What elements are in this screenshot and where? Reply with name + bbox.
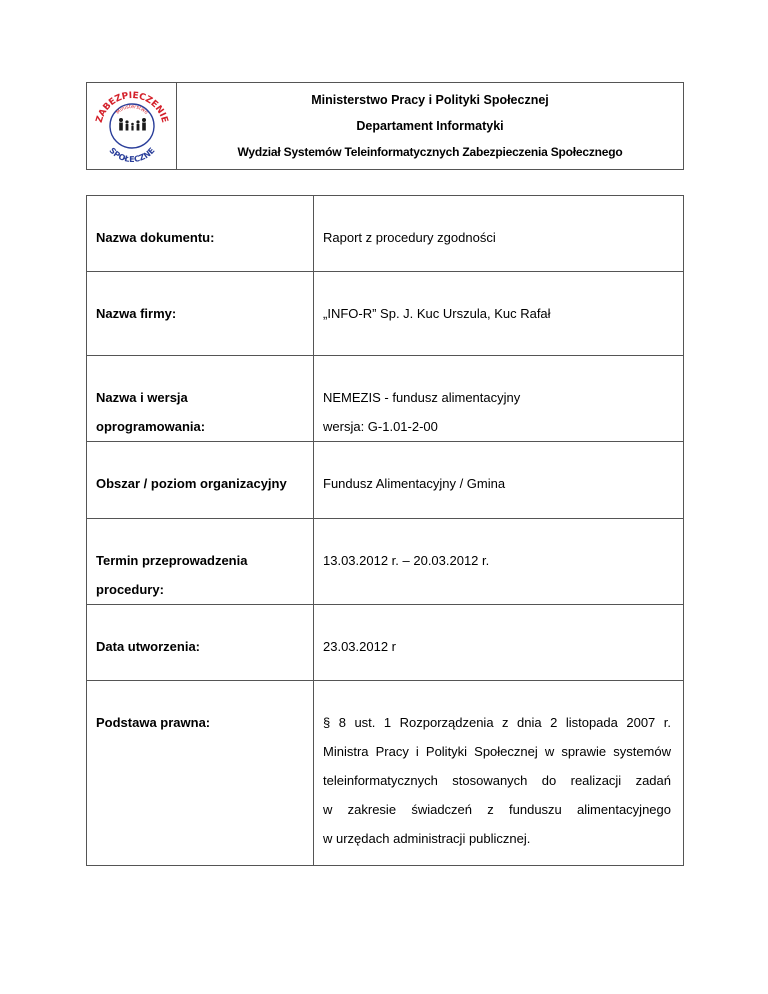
company-name-row <box>87 272 684 356</box>
field-label-line: Data utworzenia: <box>96 639 201 654</box>
field-value-line: „INFO-R” Sp. J. Kuc Urszula, Kuc Rafał <box>323 306 551 321</box>
field-value <box>314 519 684 605</box>
family-silhouettes-icon <box>119 118 146 131</box>
field-label-line: oprogramowania: <box>96 419 206 434</box>
field-value-line: wersja: G-1.01-2-00 <box>323 419 438 434</box>
creation-date-row <box>87 605 684 681</box>
field-label-line: Nazwa firmy: <box>96 306 177 321</box>
legal-basis-row <box>87 681 684 866</box>
field-label-line: Termin przeprowadzenia <box>96 553 248 568</box>
area-row <box>87 442 684 519</box>
document-info-table <box>86 195 684 866</box>
field-label-line: procedury: <box>96 582 164 597</box>
field-label-line: Obszar / poziom organizacyjny <box>96 476 287 491</box>
logo-cell <box>87 83 177 169</box>
field-label <box>87 681 314 866</box>
svg-text:ZABEZPIECZENIE: ZABEZPIECZENIE <box>94 90 169 125</box>
field-value-line: Ministra Pracy i Polityki Społecznej w sprawie systemów <box>323 744 671 759</box>
field-value-line: w urzędach administracji publicznej. <box>323 831 531 846</box>
field-label <box>87 356 314 442</box>
procedure-dates-row <box>87 519 684 605</box>
ministry-name: Ministerstwo Pracy i Polityki Społecznej <box>311 93 549 107</box>
svg-text:Ministerstwo: Ministerstwo <box>114 103 149 116</box>
field-value-line: 23.03.2012 r <box>323 639 397 654</box>
field-label <box>87 196 314 272</box>
field-value <box>314 605 684 681</box>
organization-header <box>177 83 683 169</box>
field-value-line: w zakresie świadczeń z funduszu alimentacyjnego <box>323 802 671 817</box>
field-value-line: 13.03.2012 r. – 20.03.2012 r. <box>323 553 490 568</box>
field-value-line: teleinformatycznych stosowanych do realizacji zadań <box>323 773 671 788</box>
field-label-line: Podstawa prawna: <box>96 715 211 730</box>
field-label <box>87 605 314 681</box>
svg-text:SPOŁECZNE: SPOŁECZNE <box>106 146 157 165</box>
field-label-line: Nazwa dokumentu: <box>96 230 215 245</box>
division-name: Wydział Systemów Teleinformatycznych Zabezpieczenia Społecznego <box>237 145 623 159</box>
field-value-line: NEMEZIS - fundusz alimentacyjny <box>323 390 521 405</box>
field-value-line: Raport z procedury zgodności <box>323 230 496 245</box>
field-label <box>87 272 314 356</box>
software-row <box>87 356 684 442</box>
field-label-line: Nazwa i wersja <box>96 390 188 405</box>
field-value <box>314 272 684 356</box>
department-name: Departament Informatyki <box>356 119 504 133</box>
header-box <box>86 82 684 170</box>
ministry-seal-logo <box>91 85 173 167</box>
field-label <box>87 519 314 605</box>
field-value <box>314 442 684 519</box>
field-value <box>314 681 684 866</box>
field-value-line: § 8 ust. 1 Rozporządzenia z dnia 2 listopada 2007 r. <box>323 715 671 730</box>
field-label <box>87 442 314 519</box>
field-value <box>314 356 684 442</box>
field-value-line: Fundusz Alimentacyjny / Gmina <box>323 476 506 491</box>
field-value <box>314 196 684 272</box>
document-name-row <box>87 196 684 272</box>
